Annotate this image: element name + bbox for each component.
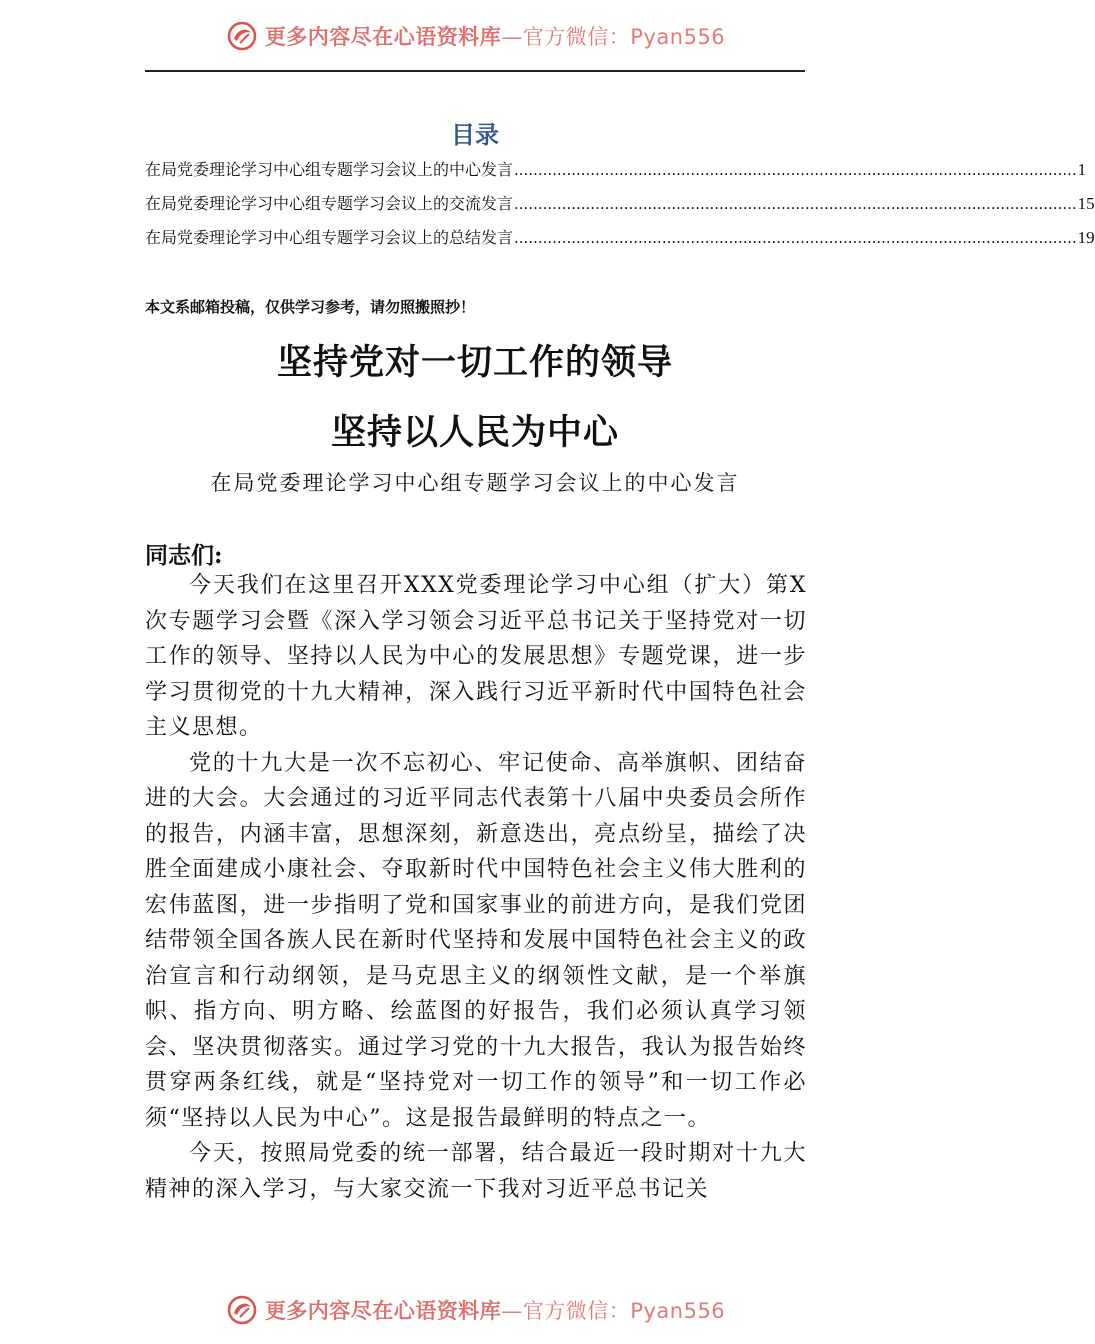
toc-entry-text: 在局党委理论学习中心组专题学习会议上的中心发言	[145, 160, 514, 179]
toc-entry-page: 19	[1077, 228, 1095, 247]
toc-entry-text: 在局党委理论学习中心组专题学习会议上的总结发言	[145, 228, 514, 247]
toc-title: 目录	[451, 121, 499, 149]
paragraph: 今天我们在这里召开XXX党委理论学习中心组（扩大）第X次专题学习会暨《深入学习领会习近平总书记关于坚持党对一切工作的领导、坚持以人民为中心的发展思想》专题党课，进一步学习贯彻党的十九大精神，深入践行习近平新时代中国特色社会主义思想。	[145, 573, 807, 740]
footer-watermark	[0, 1288, 950, 1332]
watermark-contact: —官方微信：Pyan556	[501, 1299, 726, 1323]
logo-icon	[225, 19, 259, 53]
article-title-line-1: 坚持党对一切工作的领导	[276, 342, 673, 383]
paragraph: 党的十九大是一次不忘初心、牢记使命、高举旗帜、团结奋进的大会。大会通过的习近平同志代表第十八届中央委员会所作的报告，内涵丰富，思想深刻，新意迭出，亮点纷呈，描绘了决胜全面建成小康社会、夺取新时代中国特色社会主义伟大胜利的宏伟蓝图，进一步指明了党和国家事业的前进方向，是我们党团结带领全国各族人民在新时代坚持和发展中国特色社会主义的政治宣言和行动纲领，是马克思主义的纲领性文献，是一个举旗帜、指方向、明方略、绘蓝图的好报告，我们必须认真学习领会、坚决贯彻落实。通过学习党的十九大报告，我认为报告始终贯穿两条红线，就是“坚持党对一切工作的领导”和一切工作必须“坚持以人民为中心”。这是报告最鲜明的特点之一。	[145, 750, 807, 1131]
table-of-contents	[145, 157, 1095, 259]
toc-entry-page: 1	[1077, 160, 1087, 179]
toc-leader: ......................................................................................................................	[514, 195, 1077, 213]
toc-leader: ......................................................................................................................	[514, 229, 1077, 247]
header-rule	[145, 70, 805, 72]
toc-entry-text: 在局党委理论学习中心组专题学习会议上的交流发言	[145, 194, 514, 213]
article-body	[145, 568, 807, 1207]
watermark-brand: 更多内容尽在心语资料库	[264, 1298, 502, 1323]
article-subtitle: 在局党委理论学习中心组专题学习会议上的中心发言	[210, 471, 740, 495]
watermark-text	[265, 21, 725, 51]
toc-entry[interactable]	[145, 157, 1087, 191]
article-title-line-2: 坚持以人民为中心	[330, 412, 619, 453]
salutation: 同志们:	[145, 542, 223, 569]
toc-entry[interactable]	[145, 191, 1095, 225]
header-watermark	[0, 14, 950, 58]
watermark-text	[265, 1295, 725, 1325]
toc-leader: ......................................................................................................................	[514, 161, 1077, 179]
paragraph: 今天，按照局党委的统一部署，结合最近一段时期对十九大精神的深入学习，与大家交流一下我对习近平总书记关	[145, 1141, 807, 1202]
logo-icon	[225, 1293, 259, 1327]
toc-entry[interactable]	[145, 225, 1095, 259]
disclaimer-notice: 本文系邮箱投稿，仅供学习参考，请勿照搬照抄！	[145, 298, 476, 316]
toc-entry-page: 15	[1077, 194, 1095, 213]
watermark-brand: 更多内容尽在心语资料库	[264, 24, 502, 49]
watermark-contact: —官方微信：Pyan556	[501, 25, 726, 49]
